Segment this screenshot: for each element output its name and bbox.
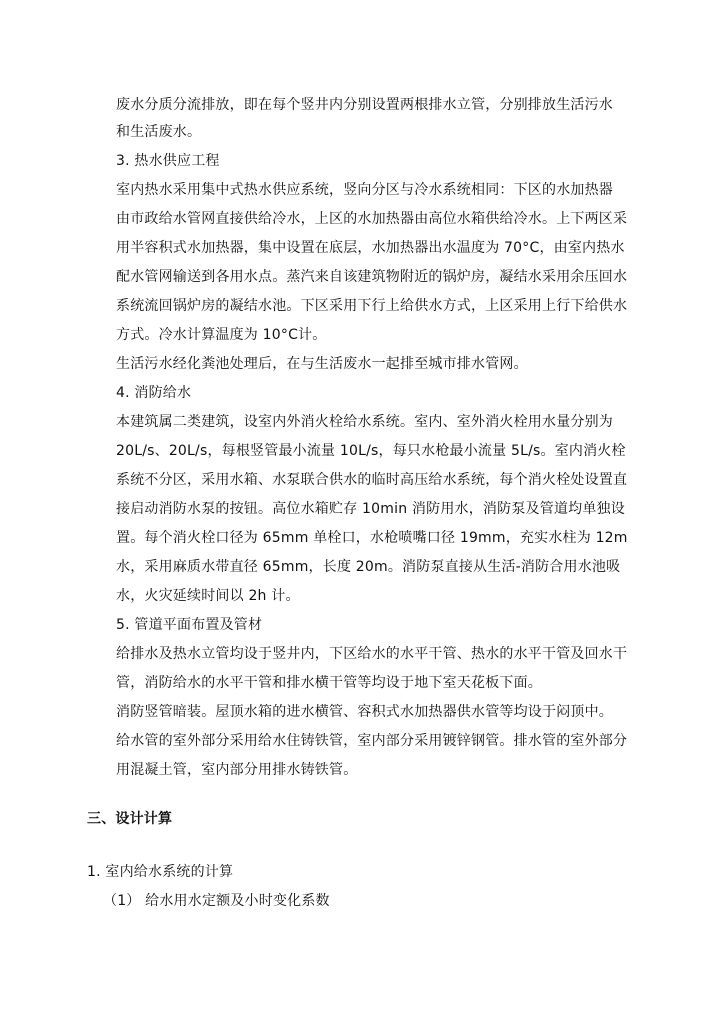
body-line: 消防竖管暗装。屋顶水箱的进水横管、容积式水加热器供水管等均设于闷顶中。 [116, 704, 613, 720]
body-line: 方式。冷水计算温度为 10°C计。 [116, 327, 327, 343]
subsection-title: 1. 室内给水系统的计算 [87, 864, 234, 880]
body-line: 水，采用麻质水带直径 65mm，长度 20m。消防泵直接从生活-消防合用水池吸 [116, 559, 621, 575]
body-line: 给水管的室外部分采用给水住铸铁管，室内部分采用镀锌钢管。排水管的室外部分 [116, 733, 628, 749]
body-line: 本建筑属二类建筑，设室内外消火栓给水系统。室内、室外消火栓用水量分别为 [116, 414, 613, 430]
body-line: 废水分质分流排放，即在每个竖井内分别设置两根排水立管，分别排放生活污水 [116, 97, 613, 113]
body-line: 用混凝土管，室内部分用排水铸铁管。 [116, 762, 358, 778]
body-line: 系统流回锅炉房的凝结水池。下区采用下行上给供水方式，上区采用上行下给供水 [116, 298, 628, 314]
body-line: 给排水及热水立管均设于竖井内，下区给水的水平干管、热水的水平干管及回水干 [116, 646, 628, 662]
body-line: 20L/s、20L/s，每根竖管最小流量 10L/s，每只水枪最小流量 5L/s。室内消火栓 [116, 443, 626, 459]
body-line: 室内热水采用集中式热水供应系统，竖向分区与冷水系统相同：下区的水加热器 [116, 182, 613, 198]
body-line: 由市政给水管网直接供给冷水，上区的水加热器由高位水箱供给冷水。上下两区采 [116, 211, 628, 227]
body-line: 生活污水经化粪池处理后，在与生活废水一起排至城市排水管网。 [116, 356, 528, 372]
body-line: 配水管网输送到各用水点。蒸汽来自该建筑物附近的锅炉房，凝结水采用余压回水 [116, 269, 628, 285]
subsection-heading: 5. 管道平面布置及管材 [116, 617, 263, 633]
body-line: 和生活废水。 [116, 124, 202, 140]
body-line: 管，消防给水的水平干管和排水横干管等均设于地下室天花板下面。 [116, 675, 542, 691]
body-line: 水，火灾延续时间以 2h 计。 [116, 588, 300, 604]
subsection-heading: 4. 消防给水 [116, 385, 192, 401]
section-title: 三、设计计算 [87, 811, 173, 827]
body-line: 用半容积式水加热器，集中设置在底层，水加热器出水温度为 70°C，由室内热水 [116, 240, 625, 256]
body-line: 置。每个消火栓口径为 65mm 单栓口，水枪喷嘴口径 19mm，充实水柱为 12m [116, 530, 628, 546]
item-title: （1） 给水用水定额及小时变化系数 [103, 893, 330, 909]
body-line: 接启动消防水泵的按钮。高位水箱贮存 10min 消防用水，消防泵及管道均单独设 [116, 501, 625, 517]
subsection-heading: 3. 热水供应工程 [116, 153, 220, 169]
body-line: 系统不分区，采用水箱、水泵联合供水的临时高压给水系统，每个消火栓处设置直 [116, 472, 628, 488]
